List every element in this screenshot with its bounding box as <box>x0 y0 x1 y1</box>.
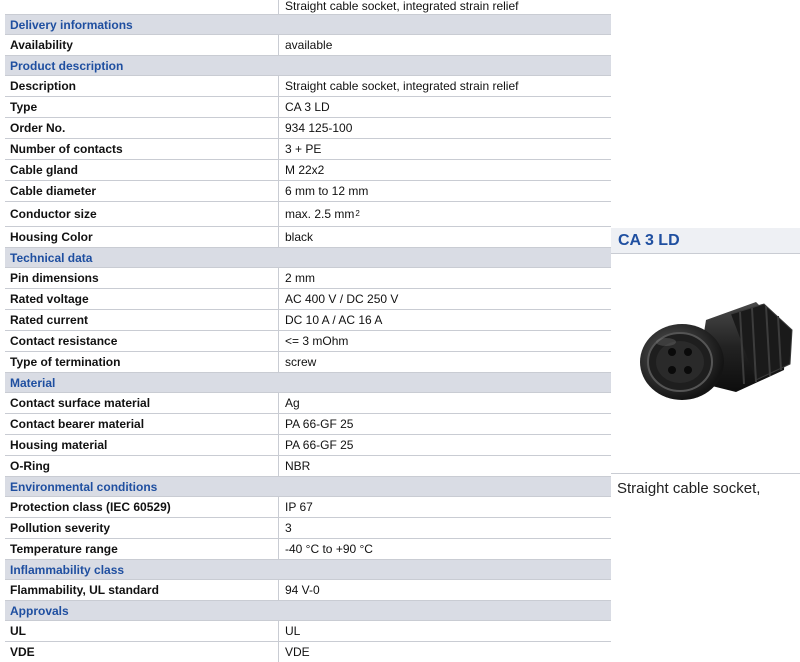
spec-row <box>5 289 611 310</box>
spec-sections <box>5 15 611 662</box>
section-header: Material <box>5 373 611 393</box>
spec-value <box>279 393 611 413</box>
spec-label: Contact bearer material <box>5 414 279 434</box>
spec-value-text: 3 <box>285 521 292 535</box>
spec-value-text: VDE <box>285 645 310 659</box>
spec-value-text: 2 mm <box>285 271 315 285</box>
spec-value <box>279 539 611 559</box>
spec-value <box>279 497 611 517</box>
spec-row <box>5 97 611 118</box>
spec-value-text: black <box>285 230 314 244</box>
spec-label: Type of termination <box>5 352 279 372</box>
spec-label: Rated current <box>5 310 279 330</box>
spec-value <box>279 331 611 351</box>
spec-value-text: 3 + PE <box>285 142 322 156</box>
spec-value <box>279 97 611 117</box>
section-header: Approvals <box>5 601 611 621</box>
spec-value <box>279 310 611 330</box>
spec-value <box>279 268 611 288</box>
spec-value <box>279 35 611 55</box>
spec-value-text: UL <box>285 624 301 638</box>
spec-row <box>5 539 611 560</box>
spec-label: Temperature range <box>5 539 279 559</box>
spec-label: Description <box>5 76 279 96</box>
spec-value-text: M 22x2 <box>285 163 325 177</box>
spec-label: Contact surface material <box>5 393 279 413</box>
spec-value-text: DC 10 A / AC 16 A <box>285 313 383 327</box>
spec-value <box>279 435 611 455</box>
spec-value-text: PA 66-GF 25 <box>285 417 354 431</box>
spec-value-text: PA 66-GF 25 <box>285 438 354 452</box>
spec-value-text: available <box>285 38 333 52</box>
section-header: Inflammability class <box>5 560 611 580</box>
spec-value <box>279 414 611 434</box>
product-title: CA 3 LD <box>611 228 800 254</box>
spec-value <box>279 456 611 476</box>
spec-label: Type <box>5 97 279 117</box>
spec-label: Housing material <box>5 435 279 455</box>
spec-row <box>5 160 611 181</box>
spec-value <box>279 181 611 201</box>
spec-row <box>5 139 611 160</box>
spec-label: O-Ring <box>5 456 279 476</box>
spec-value-text: max. 2.5 mm <box>285 207 355 221</box>
section-header: Product description <box>5 56 611 76</box>
spec-value <box>279 289 611 309</box>
spec-row <box>5 456 611 477</box>
spec-value-text: Straight cable socket, integrated strain relief <box>285 79 519 93</box>
spec-label: Pin dimensions <box>5 268 279 288</box>
spec-row <box>5 642 611 662</box>
spec-label: Pollution severity <box>5 518 279 538</box>
section-header: Environmental conditions <box>5 477 611 497</box>
spec-label: Cable gland <box>5 160 279 180</box>
spec-value-text: 934 125-100 <box>285 121 353 135</box>
spec-label: Contact resistance <box>5 331 279 351</box>
spec-label: Order No. <box>5 118 279 138</box>
spec-row <box>5 497 611 518</box>
section-header: Technical data <box>5 248 611 268</box>
spec-value-text: 94 V-0 <box>285 583 320 597</box>
spec-label: Rated voltage <box>5 289 279 309</box>
spec-value-text: Ag <box>285 396 300 410</box>
spec-table <box>5 0 611 662</box>
spec-row <box>5 621 611 642</box>
spec-row <box>5 268 611 289</box>
spec-value-text: IP 67 <box>285 500 313 514</box>
top-continuation-row <box>5 0 611 15</box>
connector-image <box>636 292 800 412</box>
spec-label: UL <box>5 621 279 641</box>
spec-value <box>279 139 611 159</box>
spec-value-text: <= 3 mOhm <box>285 334 349 348</box>
spec-value-text: -40 °C to +90 °C <box>285 542 373 556</box>
spec-row <box>5 227 611 248</box>
spec-row <box>5 414 611 435</box>
spec-value <box>279 76 611 96</box>
spec-label: Conductor size <box>5 202 279 226</box>
product-short-description: Straight cable socket, <box>617 480 761 497</box>
spec-row <box>5 331 611 352</box>
spec-row <box>5 118 611 139</box>
spec-row <box>5 35 611 56</box>
spec-value-text: NBR <box>285 459 311 473</box>
spec-value <box>279 227 611 247</box>
spec-row <box>5 393 611 414</box>
spec-label: Housing Color <box>5 227 279 247</box>
spec-row <box>5 202 611 227</box>
spec-value: max. 2.5 mm 2 <box>285 207 360 221</box>
top-value: Straight cable socket, integrated strain relief <box>285 0 519 13</box>
spec-row <box>5 181 611 202</box>
spec-label: Number of contacts <box>5 139 279 159</box>
spec-value <box>279 580 611 600</box>
spec-value <box>279 118 611 138</box>
spec-value <box>279 160 611 180</box>
spec-value <box>279 642 611 662</box>
spec-row <box>5 352 611 373</box>
row-label-empty <box>5 0 279 14</box>
spec-label: VDE <box>5 642 279 662</box>
spec-label: Flammability, UL standard <box>5 580 279 600</box>
spec-value-text: AC 400 V / DC 250 V <box>285 292 399 306</box>
spec-row <box>5 518 611 539</box>
spec-value-text: CA 3 LD <box>285 100 330 114</box>
spec-value <box>279 518 611 538</box>
spec-label: Cable diameter <box>5 181 279 201</box>
side-divider <box>611 473 800 474</box>
spec-row <box>5 310 611 331</box>
spec-row <box>5 580 611 601</box>
spec-value-text: 6 mm to 12 mm <box>285 184 369 198</box>
spec-label: Availability <box>5 35 279 55</box>
spec-value-text: screw <box>285 355 317 369</box>
spec-row <box>5 76 611 97</box>
spec-value <box>279 621 611 641</box>
product-photo <box>636 292 800 412</box>
spec-row <box>5 435 611 456</box>
spec-value <box>279 352 611 372</box>
spec-label: Protection class (IEC 60529) <box>5 497 279 517</box>
section-header: Delivery informations <box>5 15 611 35</box>
